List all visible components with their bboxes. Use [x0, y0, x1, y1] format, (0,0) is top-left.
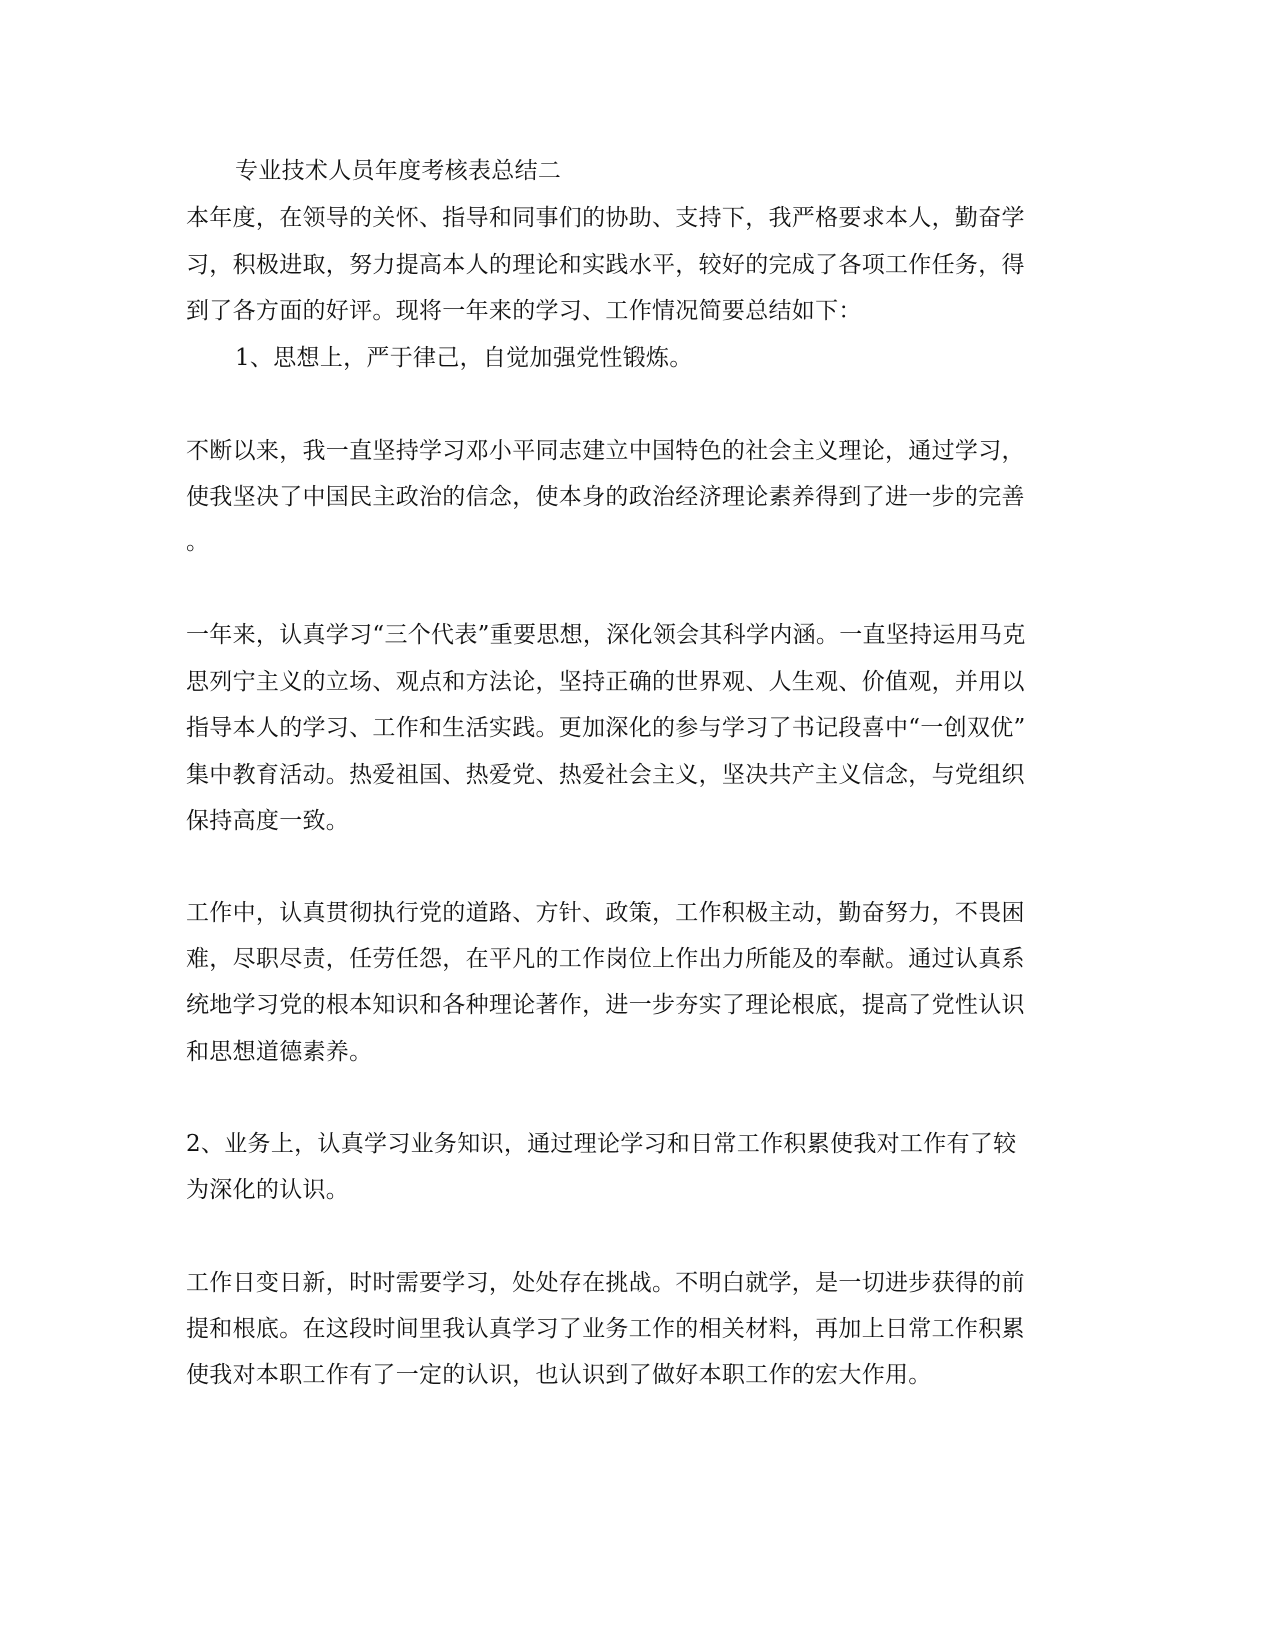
text-line: 提和根底。在这段时间里我认真学习了业务工作的相关材料，再加上日常工作积累 [186, 1316, 1025, 1342]
text-line: 和思想道德素养。 [186, 1039, 373, 1065]
section-heading: 1、思想上，严于律己，自觉加强党性锻炼。 [235, 345, 693, 371]
text-line: 思列宁主义的立场、观点和方法论，坚持正确的世界观、人生观、价值观，并用以 [186, 669, 1025, 695]
text-line: 本年度，在领导的关怀、指导和同事们的协助、支持下，我严格要求本人，勤奋学 [186, 205, 1025, 231]
text-line: 集中教育活动。热爱祖国、热爱党、热爱社会主义，坚决共产主义信念，与党组织 [186, 762, 1025, 788]
text-line: 保持高度一致。 [186, 808, 350, 834]
text-line: 到了各方面的好评。现将一年来的学习、工作情况简要总结如下： [186, 298, 862, 324]
text-line: 工作日变日新，时时需要学习，处处存在挑战。不明白就学，是一切进步获得的前 [186, 1270, 1025, 1296]
text-line: 使我对本职工作有了一定的认识，也认识到了做好本职工作的宏大作用。 [186, 1362, 932, 1388]
text-line: 使我坚决了中国民主政治的信念，使本身的政治经济理论素养得到了进一步的完善 [186, 484, 1025, 510]
text-line: 习，积极进取，努力提高本人的理论和实践水平，较好的完成了各项工作任务，得 [186, 252, 1025, 278]
text-line: 为深化的认识。 [186, 1177, 350, 1203]
text-line: 统地学习党的根本知识和各种理论著作，进一步夯实了理论根底，提高了党性认识 [186, 992, 1025, 1018]
text-line: 指导本人的学习、工作和生活实践。更加深化的参与学习了书记段喜中“一创双优” [186, 715, 1026, 741]
section-heading: 2、业务上，认真学习业务知识，通过理论学习和日常工作积累使我对工作有了较 [186, 1131, 1017, 1157]
text-line: 不断以来，我一直坚持学习邓小平同志建立中国特色的社会主义理论，通过学习， [186, 438, 1025, 464]
text-line: 工作中，认真贯彻执行党的道路、方针、政策，工作积极主动，勤奋努力，不畏困 [186, 900, 1025, 926]
document-title: 专业技术人员年度考核表总结二 [235, 158, 562, 184]
text-line: 难，尽职尽责，任劳任怨，在平凡的工作岗位上作出力所能及的奉献。通过认真系 [186, 946, 1025, 972]
text-line: 一年来，认真学习“三个代表”重要思想，深化领会其科学内涵。一直坚持运用马克 [186, 622, 1026, 648]
text-line: 。 [186, 529, 210, 555]
